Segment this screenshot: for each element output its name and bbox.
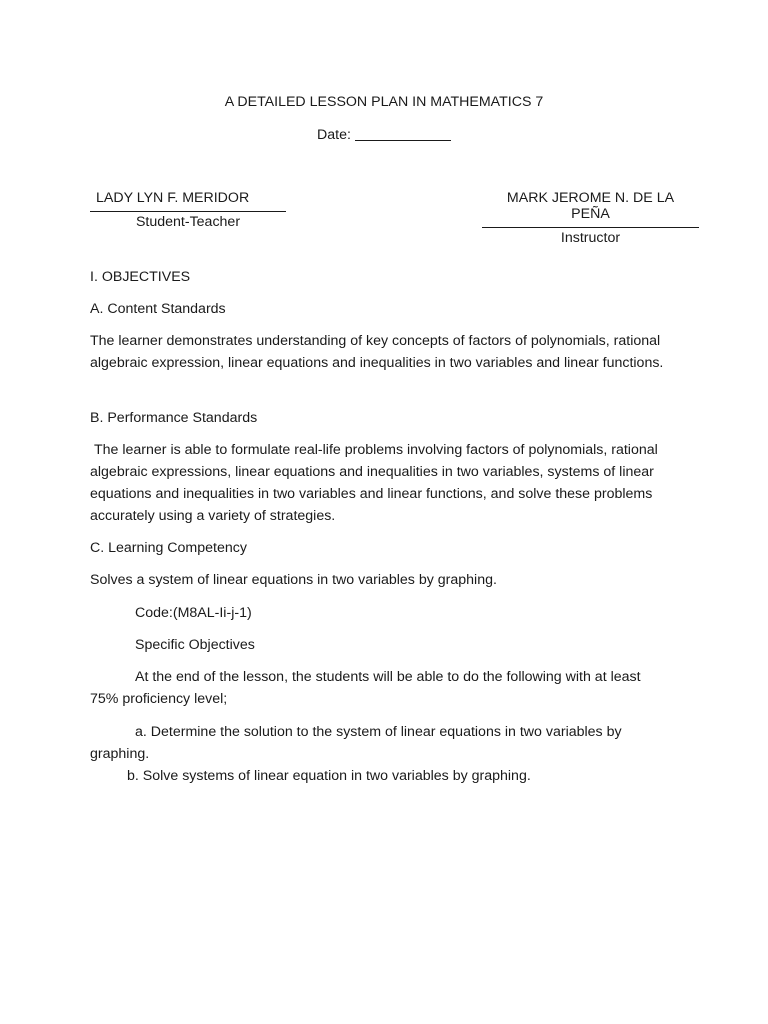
learning-competency-text: Solves a system of linear equations in two variables by graphing. <box>90 572 497 588</box>
content-standards-heading: A. Content Standards <box>90 301 226 317</box>
learning-competency-heading: C. Learning Competency <box>90 540 247 556</box>
performance-standards-text: The learner is able to formulate real-life problems involving factors of polynomials, rational algebraic expressions, linear equations and inequalities in two variables, systems of linear equations and inequalities in two variables and linear functions, and solve these problems accurately using a variety of strategies. <box>90 442 662 524</box>
date-line <box>0 126 768 143</box>
student-teacher-signature <box>90 190 286 230</box>
instructor-name: MARK JEROME N. DE LA PEÑA <box>482 190 699 228</box>
performance-standards-heading: B. Performance Standards <box>90 410 258 426</box>
objective-item-b: b. Solve systems of linear equation in two variables by graphing. <box>127 768 531 784</box>
specific-objectives-heading: Specific Objectives <box>135 637 255 653</box>
student-teacher-name: LADY LYN F. MERIDOR <box>90 190 286 212</box>
instructor-role: Instructor <box>560 230 621 246</box>
instructor-signature <box>482 190 699 246</box>
date-label: Date: <box>317 127 351 143</box>
date-blank-field <box>355 126 451 141</box>
objective-item-a: a. Determine the solution to the system of linear equations in two variables by graphing. <box>90 724 622 762</box>
specific-objectives-intro: At the end of the lesson, the students will be able to do the following with at least 75% proficiency level; <box>90 669 641 707</box>
competency-code: Code:(M8AL-Ii-j-1) <box>135 605 252 621</box>
objectives-heading: I. OBJECTIVES <box>90 269 191 285</box>
document-title: A DETAILED LESSON PLAN IN MATHEMATICS 7 <box>224 94 544 110</box>
content-standards-text: The learner demonstrates understanding of key concepts of factors of polynomials, rational algebraic expression, linear equations and inequalities in two variables and linear functions. <box>90 333 664 371</box>
student-teacher-role: Student-Teacher <box>135 214 241 230</box>
